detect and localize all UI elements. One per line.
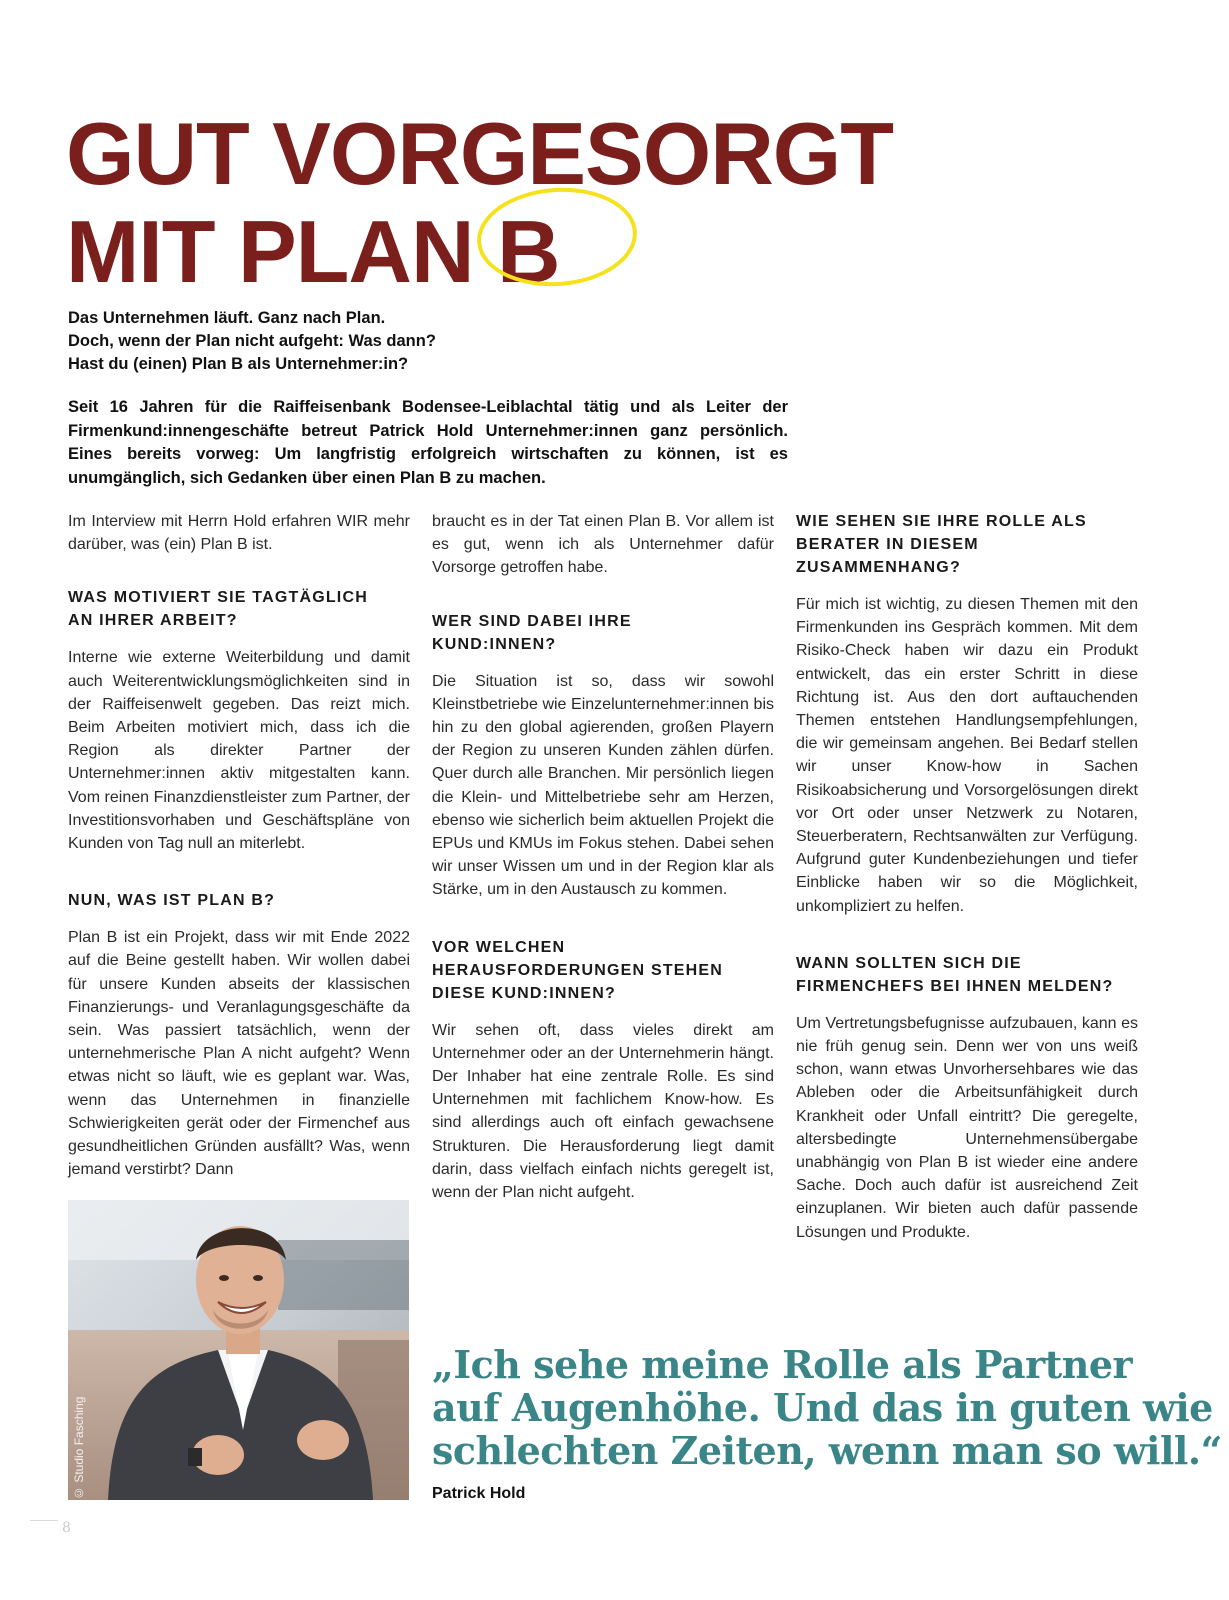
column-2 (432, 510, 774, 1204)
portrait-photo (68, 1200, 409, 1500)
quote-line: auf Augenhöhe. Und das in guten wie (432, 1385, 1213, 1430)
paragraph: Im Interview mit Herrn Hold erfahren WIR mehr darüber, was (ein) Plan B ist. (68, 513, 410, 554)
lead-paragraph: Seit 16 Jahren für die Raiffeisenbank Bodensee-Leiblachtal tätig und als Leiter der Firmenkund:innengeschäfte betreut Patrick Hold Unternehmer:innen ganz persönlich. Eines bereits vorweg: Um langfristig erfolgreich wirtschaften zu können, ist es unumgänglich, sich Gedanken über einen Plan B zu machen. (68, 398, 788, 487)
intro-line: Das Unternehmen läuft. Ganz nach Plan. (68, 309, 386, 327)
title-line-2: MIT PLAN B (66, 202, 560, 301)
interview-question: VOR WELCHEN HERAUSFORDERUNGEN STEHEN DIESE KUND:INNEN? (432, 938, 724, 1002)
title-line-1: GUT VORGESORGT (66, 104, 893, 203)
pull-quote (432, 1342, 1222, 1473)
interview-question: WER SIND DABEI IHRE KUND:INNEN? (432, 612, 632, 653)
paragraph: Um Vertretungsbefugnisse aufzubauen, kann es nie früh genug sein. Denn wer von uns weiß schon, wann etwas Unvorhersehbares wie das Ableben oder die Arbeitsunfähigkeit durch Krankheit oder Unfall eintritt? Die geregelte, altersbedingte Unternehmensübergabe unabhängig von Plan B ist wieder eine andere Sache. Doch auch dafür ist ausreichend Zeit einzuplanen. Wir bieten auch dafür passende Lösungen und Produkte. (796, 1014, 1138, 1241)
quote-line: „Ich sehe meine Rolle als Partner (432, 1342, 1133, 1387)
column-3 (796, 510, 1138, 1244)
paragraph: Die Situation ist so, dass wir sowohl Kleinstbetriebe wie Einzelunternehmer:innen bis hin zu den global agierenden, großen Playern der Region zu unseren Kunden zählen dürfen. Quer durch alle Branchen. Mir persönlich liegen die Klein- und Mittelbetriebe sehr am Herzen, ebenso wie sicherlich beim aktuellen Projekt die EPUs und KMUs im Fokus stehen. Dabei sehen wir unser Wissen um und in der Region klar als Stärke, um in den Austausch zu kommen. (432, 672, 774, 899)
paragraph: Für mich ist wichtig, zu diesen Themen mit den Firmenkunden ins Gespräch kommen. Mit dem Risiko-Check haben wir dazu ein Produkt entwickelt, das ein erster Schritt in diese Richtung ist. Aus den dort auftauchenden Themen entstehen Handlungsempfehlungen, die wir gemeinsam angehen. Bei Bedarf stellen wir unser Know-how in Sachen Risikoabsicherung und Vorsorgelösungen direkt vor Ort oder unser Netzwerk zu Notaren, Steuerberatern, Rechtsanwälten zur Verfügung. Aufgrund guter Kundenbeziehungen und tiefer Einblicke haben wir so die Möglichkeit, unkompliziert zu helfen. (796, 596, 1138, 915)
page-number: 8 (62, 1520, 71, 1536)
intro-line: Hast du (einen) Plan B als Unternehmer:in? (68, 355, 409, 373)
paragraph: Wir sehen oft, dass vieles direkt am Unternehmer oder an der Unternehmerin hängt. Der Inhaber hat eine zentrale Rolle. Es sind Unternehmen mit fachlichem Know-how. Es sind allerdings auch oft einfach gewachsene Strukturen. Die Herausforderung liegt damit darin, dass vielfach einfach nichts geregelt ist, wenn der Plan nicht aufgeht. (432, 1021, 774, 1202)
interview-question: NUN, WAS IST PLAN B? (68, 892, 276, 910)
page-number-rule (30, 1520, 58, 1521)
interview-question: WANN SOLLTEN SICH DIE FIRMENCHEFS BEI IHNEN MELDEN? (796, 954, 1114, 995)
paragraph: braucht es in der Tat einen Plan B. Vor allem ist es gut, wenn ich als Unternehmer dafür Vorsorge getroffen habe. (432, 513, 774, 577)
quote-line: schlechten Zeiten, wenn man so will.“ (432, 1428, 1222, 1473)
intro-block (68, 307, 828, 376)
quote-author: Patrick Hold (432, 1485, 526, 1502)
paragraph: Interne wie externe Weiterbildung und damit auch Weiterentwicklungsmöglichkeiten sind in der Raiffeisenwelt gegeben. Das reizt mich. Beim Arbeiten motiviert mich, dass ich die Region als direkter Partner der Unternehmer:innen aktiv mitgestalten kann. Vom reinen Finanzdienstleister zum Partner, der Investitionsvorhaben und Geschäftspläne von Kunden von Tag null an miterlebt. (68, 649, 410, 853)
photo-credit: © Studio Fasching (72, 1396, 86, 1500)
paragraph: Plan B ist ein Projekt, dass wir mit Ende 2022 auf die Beine gestellt haben. Wir wollen dabei für unsere Kunden abseits der klassischen Finanzierungs- und Veranlagungsgeschäfte da sein. Was passiert tatsächlich, wenn der unternehmerische Plan A nicht aufgeht? Wenn etwas nicht so läuft, wie es geplant war. Was, wenn das Unternehmen in finanzielle Schwierigkeiten gerät oder der Firmenchef aus gesundheitlichen Gründen ausfällt? Was, wenn jemand verstirbt? Dann (68, 929, 410, 1179)
intro-line: Doch, wenn der Plan nicht aufgeht: Was dann? (68, 332, 436, 350)
column-1 (68, 510, 410, 1181)
interview-question: WIE SEHEN SIE IHRE ROLLE ALS BERATER IN DIESEM ZUSAMMENHANG? (796, 513, 1087, 576)
interview-question: WAS MOTIVIERT SIE TAGTÄGLICH AN IHRER ARBEIT? (68, 589, 368, 630)
page-title (66, 105, 893, 301)
